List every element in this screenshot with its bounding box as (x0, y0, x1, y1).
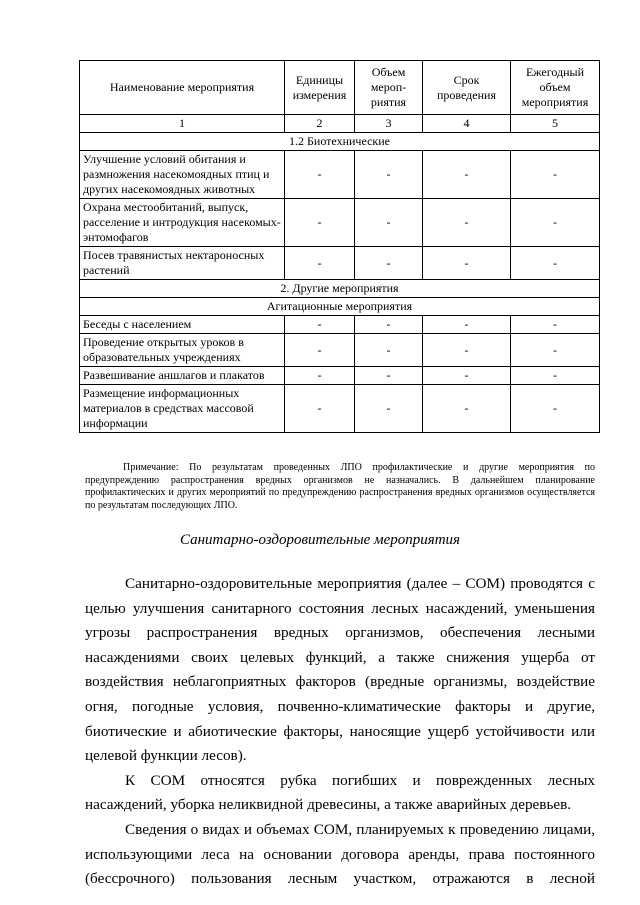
column-numbers-row (80, 115, 600, 133)
col-number: 1 (80, 115, 285, 133)
note-text: Примечание: По результатам проведенных ЛПО профилактические и другие мероприятия по предупреждению распространения вредных организмов не назначались. В дальнейшем планирование профилактических и других мероприятий по предупреждению распространения вредных организмов осуществляется по результатам последующих ЛПО. (85, 462, 595, 511)
body-text (85, 572, 595, 892)
measure-value: - (355, 334, 423, 367)
header-term: Срок проведения (423, 61, 511, 115)
section-title: Санитарно-оздоровительные мероприятия (179, 532, 461, 548)
header-units: Единицы измерения (285, 61, 355, 115)
measure-value: - (355, 247, 423, 280)
col-number: 4 (423, 115, 511, 133)
measure-value: - (511, 367, 600, 385)
table-row (80, 334, 600, 367)
measure-value: - (355, 385, 423, 433)
col-number: 2 (285, 115, 355, 133)
measure-value: - (285, 199, 355, 247)
table-row (80, 151, 600, 199)
measure-name: Размещение информационных материалов в средствах массовой информации (80, 385, 285, 433)
subsection-row (80, 298, 600, 316)
paragraph: К СОМ относятся рубка погибших и поврежденных лесных насаждений, уборка неликвидной древесины, а также аварийных деревьев. (85, 771, 595, 814)
measure-name: Улучшение условий обитания и размножения насекомоядных птиц и других насекомоядных животных (80, 151, 285, 199)
measure-name: Развешивание аншлагов и плакатов (80, 367, 285, 385)
measure-name: Посев травянистых нектароносных растений (80, 247, 285, 280)
measure-value: - (423, 199, 511, 247)
section-bio-title: 1.2 Биотехнические (80, 133, 600, 151)
col-number: 5 (511, 115, 600, 133)
section-row (80, 133, 600, 151)
measure-value: - (423, 385, 511, 433)
measures-table (79, 60, 600, 433)
paragraph: Сведения о видах и объемах СОМ, планируемых к проведению лицами, использующими леса на основании договора аренды, права постоянного (бессрочного) пользования лесным участком, отражаются в лесной (85, 820, 595, 888)
measure-value: - (511, 151, 600, 199)
measure-value: - (423, 247, 511, 280)
paragraph: Санитарно-оздоровительные мероприятия (далее – СОМ) проводятся с целью улучшения санитарного состояния лесных насаждений, уменьшения угрозы распространения вредных организмов, обеспечения лесными насаждениями своих целевых функций, а также снижения ущерба от воздействия неблагоприятных факторов (вредные организмы, воздействие огня, погодные условия, почвенно-климатические факторы и другие, биотические и абиотические факторы, наносящие ущерб устойчивости или целевой функции лесов). (85, 575, 595, 765)
measure-value: - (285, 385, 355, 433)
table-note (85, 462, 595, 512)
measure-value: - (511, 247, 600, 280)
measure-value: - (285, 151, 355, 199)
measure-value: - (285, 247, 355, 280)
measure-value: - (511, 316, 600, 334)
header-annual: Ежегодный объем мероприятия (511, 61, 600, 115)
measure-value: - (511, 385, 600, 433)
table-row (80, 247, 600, 280)
table-row (80, 367, 600, 385)
measure-value: - (423, 367, 511, 385)
section-other-title: 2. Другие мероприятия (80, 280, 600, 298)
measure-value: - (285, 334, 355, 367)
header-name: Наименование мероприятия (80, 61, 285, 115)
measure-value: - (423, 334, 511, 367)
measure-value: - (355, 316, 423, 334)
table-row (80, 385, 600, 433)
measure-value: - (511, 199, 600, 247)
col-number: 3 (355, 115, 423, 133)
table-row (80, 199, 600, 247)
measure-value: - (355, 367, 423, 385)
measure-value: - (511, 334, 600, 367)
table-header-row (80, 61, 600, 115)
measure-value: - (423, 151, 511, 199)
measure-value: - (423, 316, 511, 334)
header-volume: Объем мероп-риятия (355, 61, 423, 115)
subsection-agit-title: Агитационные мероприятия (80, 298, 600, 316)
measure-value: - (285, 316, 355, 334)
section-row (80, 280, 600, 298)
table-row (80, 316, 600, 334)
measure-value: - (355, 199, 423, 247)
measure-value: - (285, 367, 355, 385)
measure-name: Беседы с населением (80, 316, 285, 334)
measure-name: Охрана местообитаний, выпуск, расселение и интродукция насекомых-энтомофагов (80, 199, 285, 247)
measure-value: - (355, 151, 423, 199)
measure-name: Проведение открытых уроков в образовательных учреждениях (80, 334, 285, 367)
